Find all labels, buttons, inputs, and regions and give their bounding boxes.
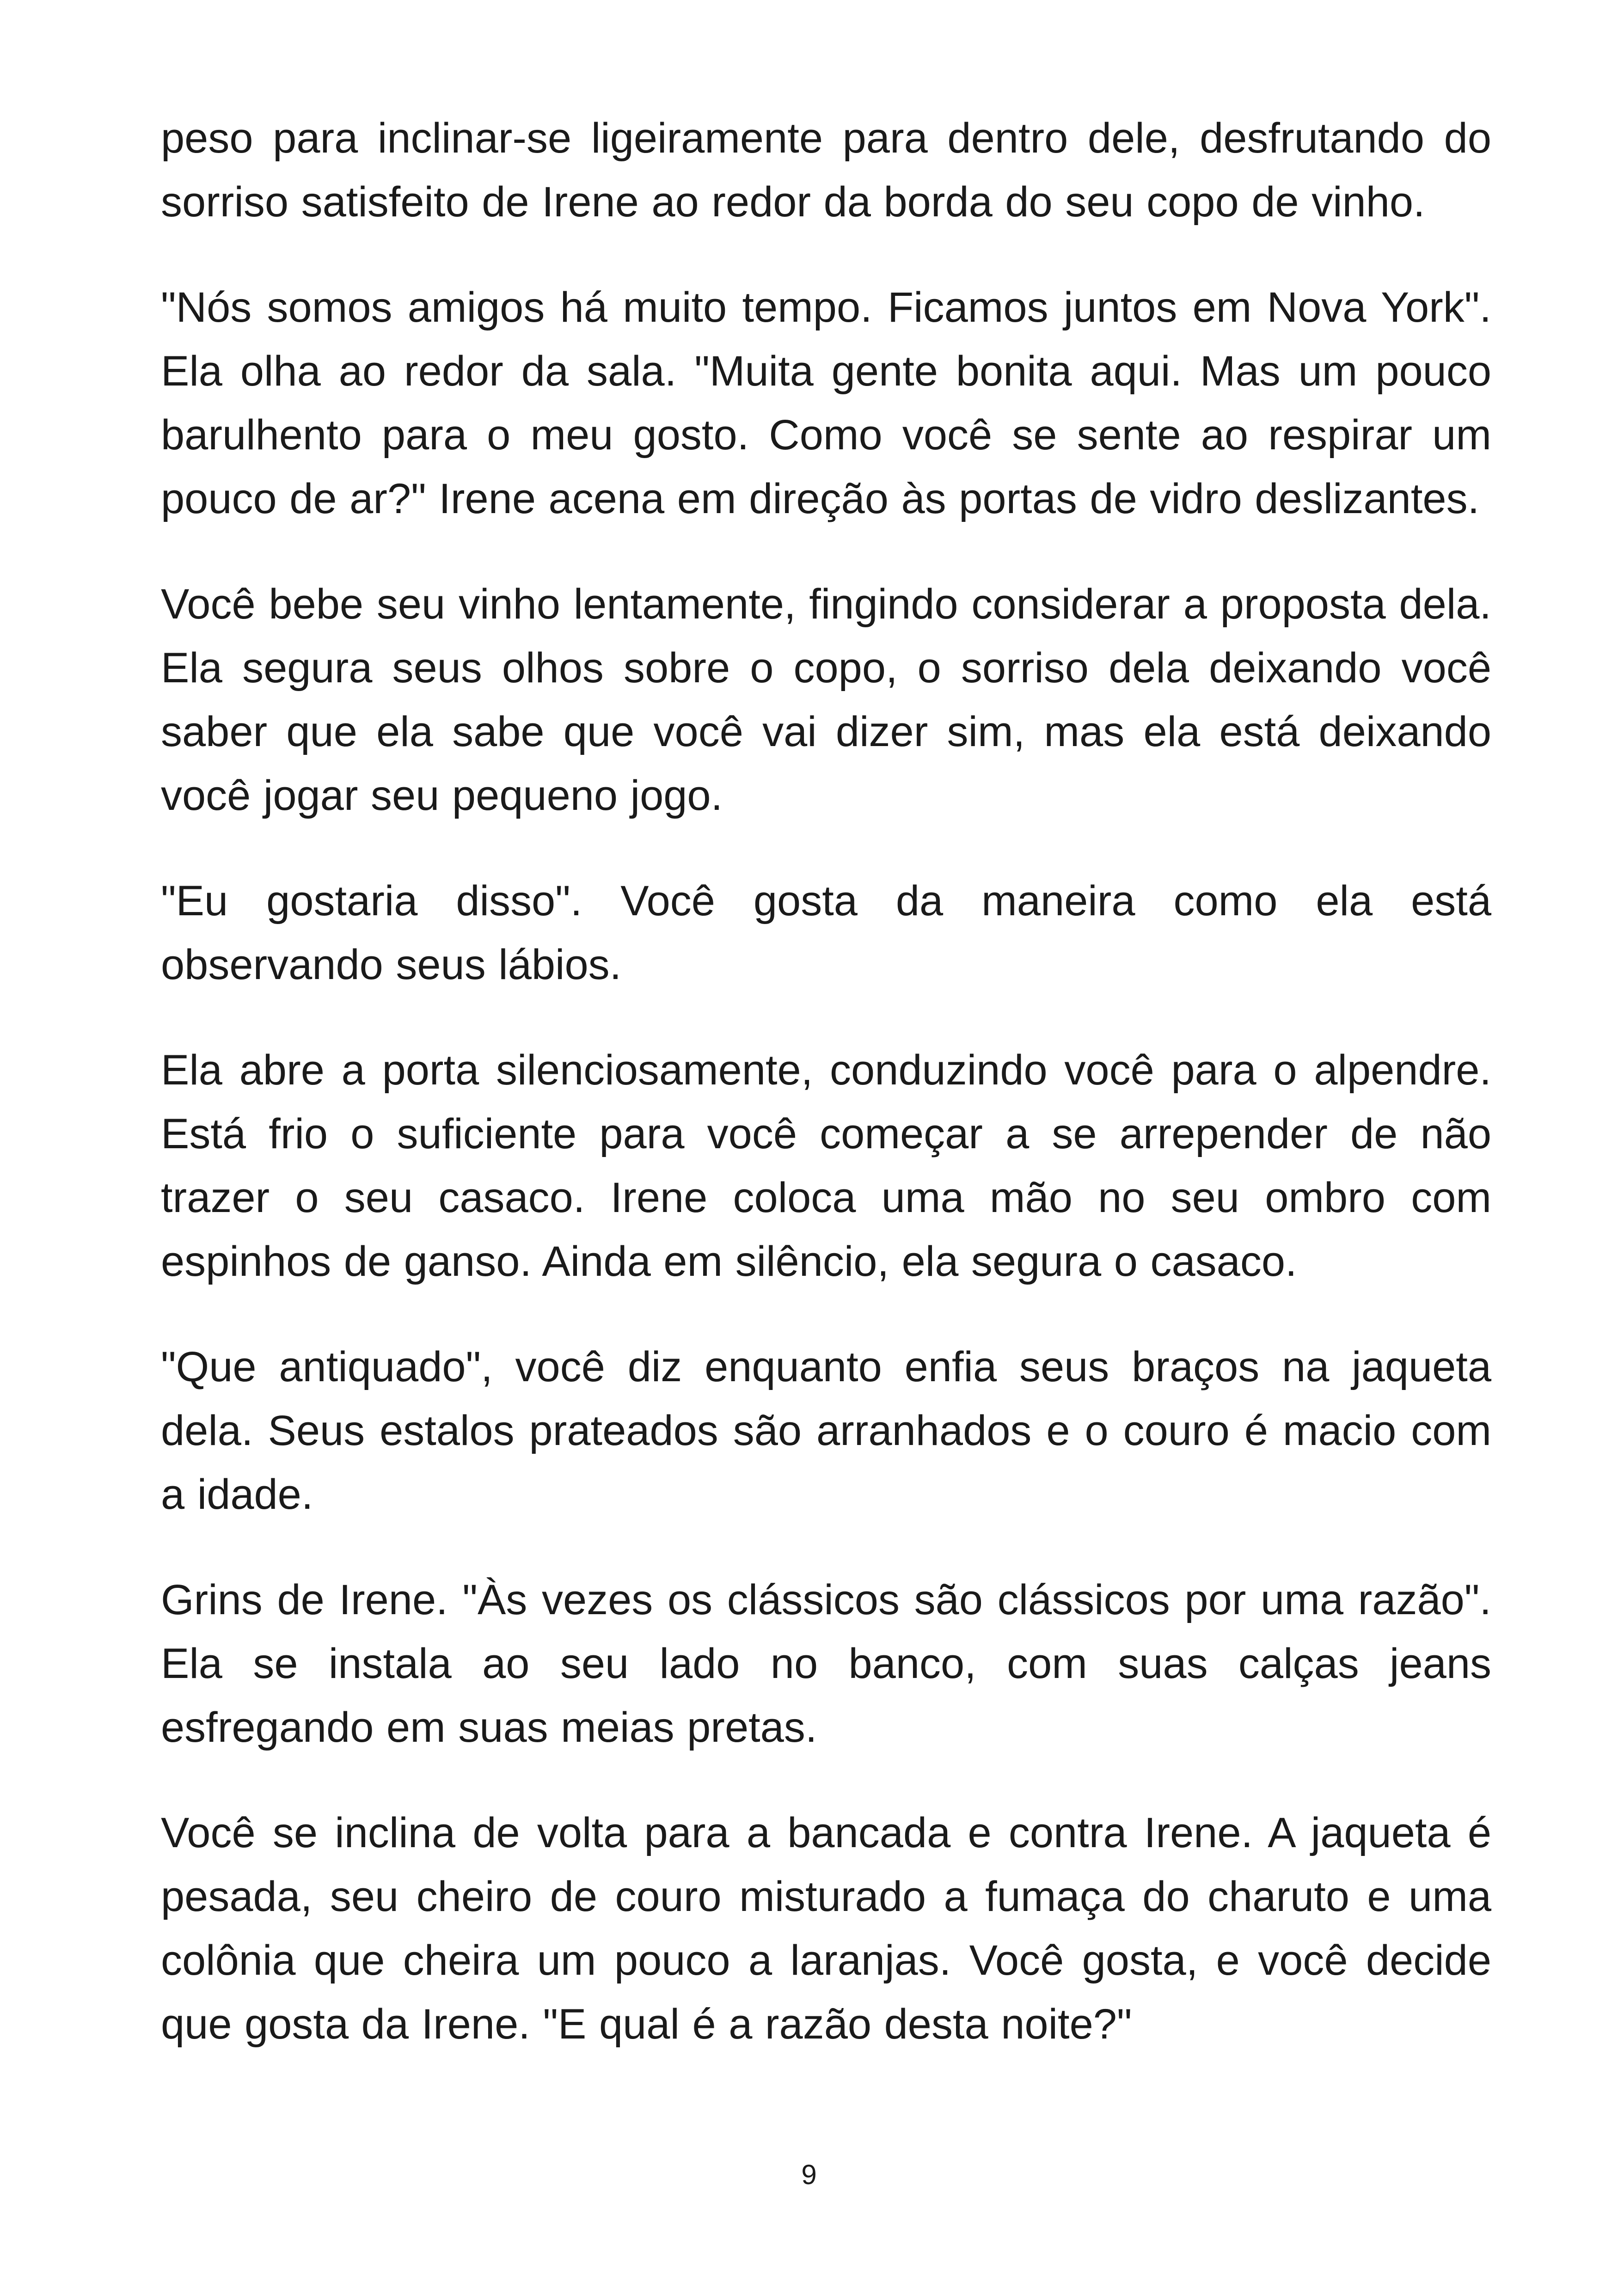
paragraph-7: Grins de Irene. "Às vezes os clássicos são clássicos por uma razão". Ela se instala ao seu lado no banco, com suas calças jeans esfregando em suas meias pretas. [161,1576,1491,1751]
page-body [161,106,1491,2098]
paragraph-2: "Nós somos amigos há muito tempo. Ficamos juntos em Nova York". Ela olha ao redor da sala. "Muita gente bonita aqui. Mas um pouco barulhento para o meu gosto. Como você se sente ao respirar um pouco de ar?" Irene acena em direção às portas de vidro deslizantes. [161,284,1491,522]
paragraph-1: peso para inclinar-se ligeiramente para dentro dele, desfrutando do sorriso satisfeito de Irene ao redor da borda do seu copo de vinho. [161,115,1491,226]
paragraph-5: Ela abre a porta silenciosamente, conduzindo você para o alpendre. Está frio o suficiente para você começar a se arrepender de não trazer o seu casaco. Irene coloca uma mão no seu ombro com espinhos de ganso. Ainda em silêncio, ela segura o casaco. [161,1047,1491,1285]
paragraph-6: "Que antiquado", você diz enquanto enfia seus braços na jaqueta dela. Seus estalos prateados são arranhados e o couro é macio com a idade. [161,1343,1491,1518]
page-number: 9 [801,2159,817,2190]
paragraph-3: Você bebe seu vinho lentamente, fingindo considerar a proposta dela. Ela segura seus olhos sobre o copo, o sorriso dela deixando você saber que ela sabe que você vai dizer sim, mas ela está deixando você jogar seu pequeno jogo. [161,581,1491,819]
paragraph-8: Você se inclina de volta para a bancada e contra Irene. A jaqueta é pesada, seu cheiro de couro misturado a fumaça do charuto e uma colônia que cheira um pouco a laranjas. Você gosta, e você decide que gosta da Irene. "E qual é a razão desta noite?" [161,1809,1491,2048]
paragraph-4: "Eu gostaria disso". Você gosta da maneira como ela está observando seus lábios. [161,877,1491,988]
